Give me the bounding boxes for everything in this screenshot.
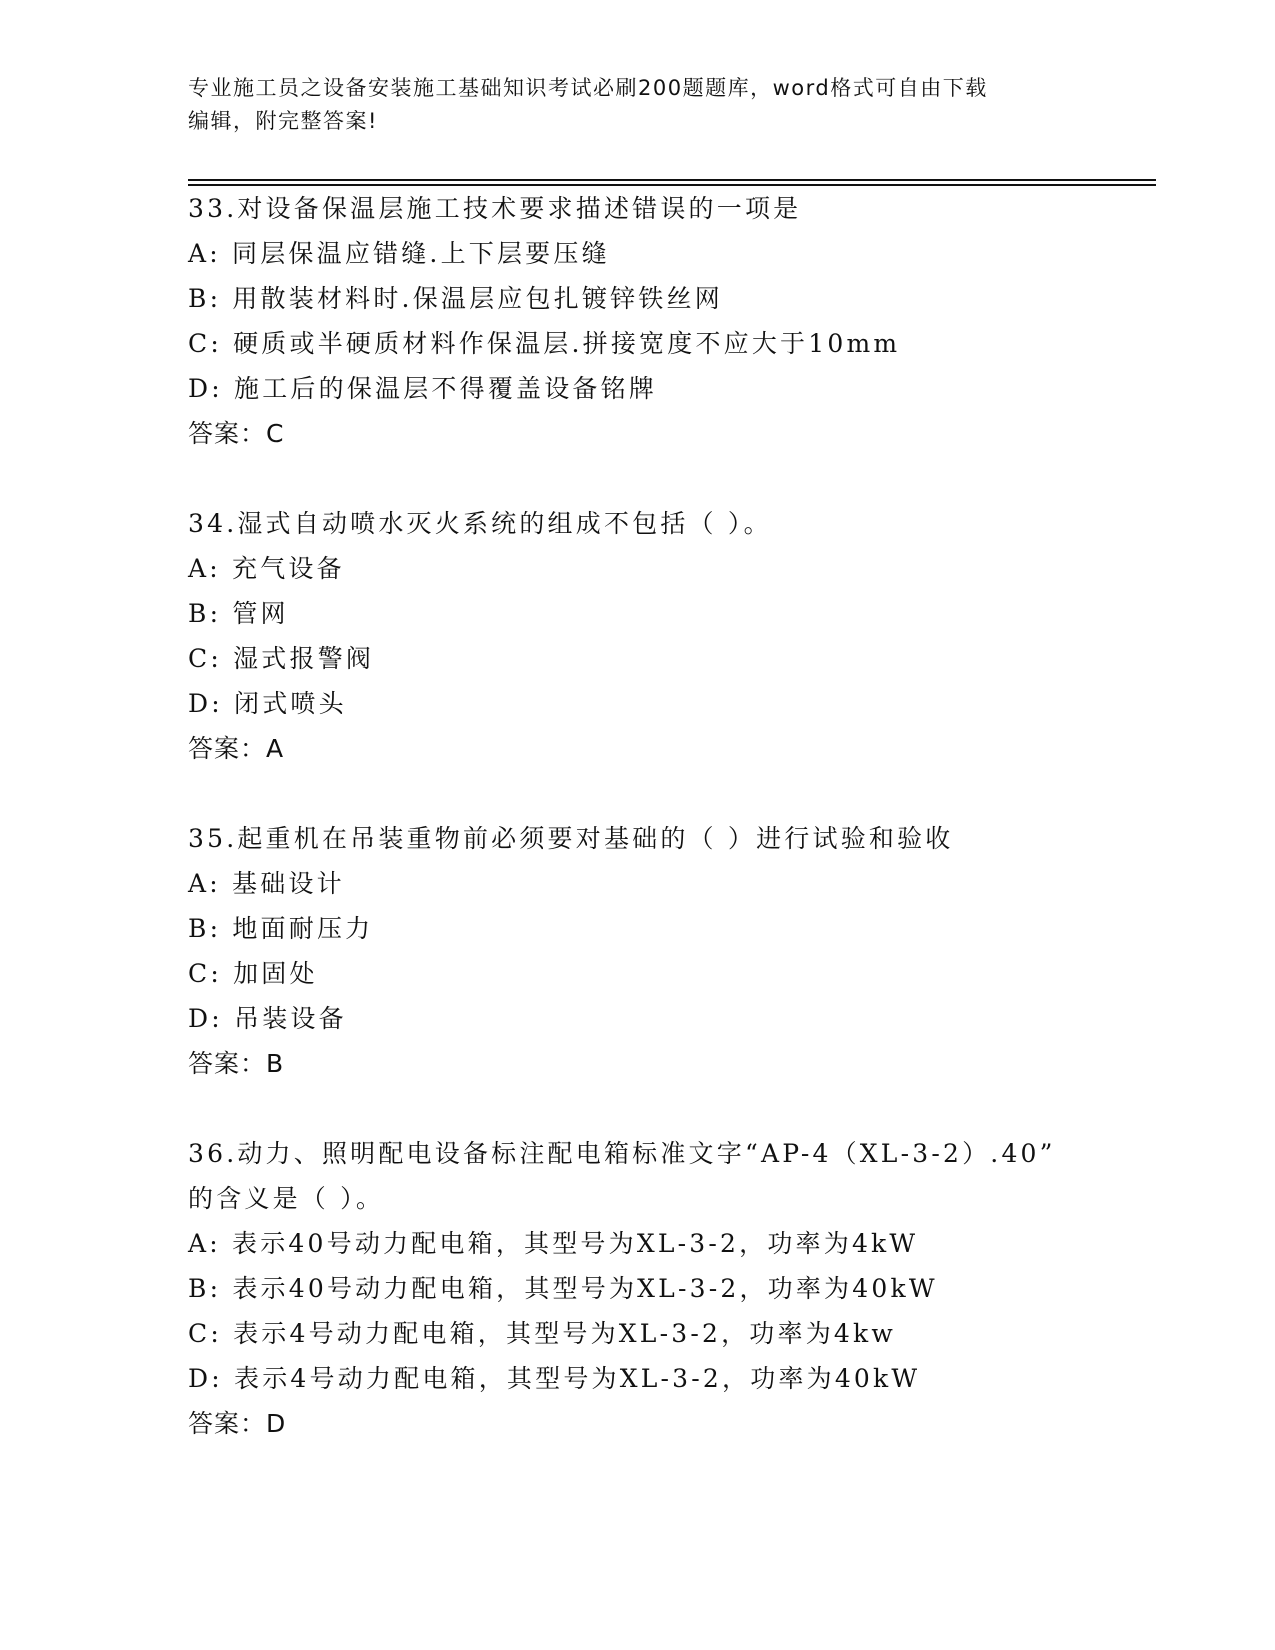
question-34-stem: 34.湿式自动喷水灭火系统的组成不包括（ ）。: [188, 509, 772, 538]
question-33-option-a: A: 同层保温应错缝.上下层要压缝: [188, 239, 610, 268]
question-33-answer: 答案：C: [188, 419, 285, 448]
question-34-option-d: D: 闭式喷头: [188, 689, 347, 718]
question-36-stem: 36.动力、照明配电设备标注配电箱标准文字“AP-4（XL-3-2）.40”: [188, 1139, 1056, 1168]
question-35-option-a: A: 基础设计: [188, 869, 345, 898]
question-35-option-d: D: 吊装设备: [188, 1004, 347, 1033]
header-line-1: 专业施工员之设备安装施工基础知识考试必刷200题题库，word格式可自由下载: [188, 76, 988, 100]
question-35-option-b: B: 地面耐压力: [188, 914, 374, 943]
question-36-answer: 答案：D: [188, 1409, 287, 1438]
question-34-option-c: C: 湿式报警阀: [188, 644, 375, 673]
question-36-option-a: A: 表示40号动力配电箱，其型号为XL-3-2，功率为4kW: [188, 1229, 919, 1258]
question-36-option-d: D: 表示4号动力配电箱，其型号为XL-3-2，功率为40kW: [188, 1364, 921, 1393]
question-36-stem-continued: 的含义是（ ）。: [188, 1184, 385, 1213]
question-33-option-c: C: 硬质或半硬质材料作保温层.拼接宽度不应大于10mm: [188, 329, 901, 358]
question-33-option-d: D: 施工后的保温层不得覆盖设备铭牌: [188, 374, 658, 403]
question-35-answer: 答案：B: [188, 1049, 285, 1078]
header-line-2: 编辑，附完整答案!: [188, 109, 378, 133]
question-36-option-b: B: 表示40号动力配电箱，其型号为XL-3-2，功率为40kW: [188, 1274, 938, 1303]
header-divider-top: [188, 179, 1156, 181]
question-36-option-c: C: 表示4号动力配电箱，其型号为XL-3-2，功率为4kw: [188, 1319, 896, 1348]
question-34-option-b: B: 管网: [188, 599, 289, 628]
question-35-stem: 35.起重机在吊装重物前必须要对基础的（ ）进行试验和验收: [188, 824, 954, 853]
question-34-option-a: A: 充气设备: [188, 554, 345, 583]
question-33-stem: 33.对设备保温层施工技术要求描述错误的一项是: [188, 194, 802, 223]
question-35-option-c: C: 加固处: [188, 959, 318, 988]
document-header: [188, 72, 1088, 138]
question-34-answer: 答案：A: [188, 734, 285, 763]
question-33-option-b: B: 用散装材料时.保温层应包扎镀锌铁丝网: [188, 284, 723, 313]
header-divider-bottom: [188, 184, 1156, 186]
